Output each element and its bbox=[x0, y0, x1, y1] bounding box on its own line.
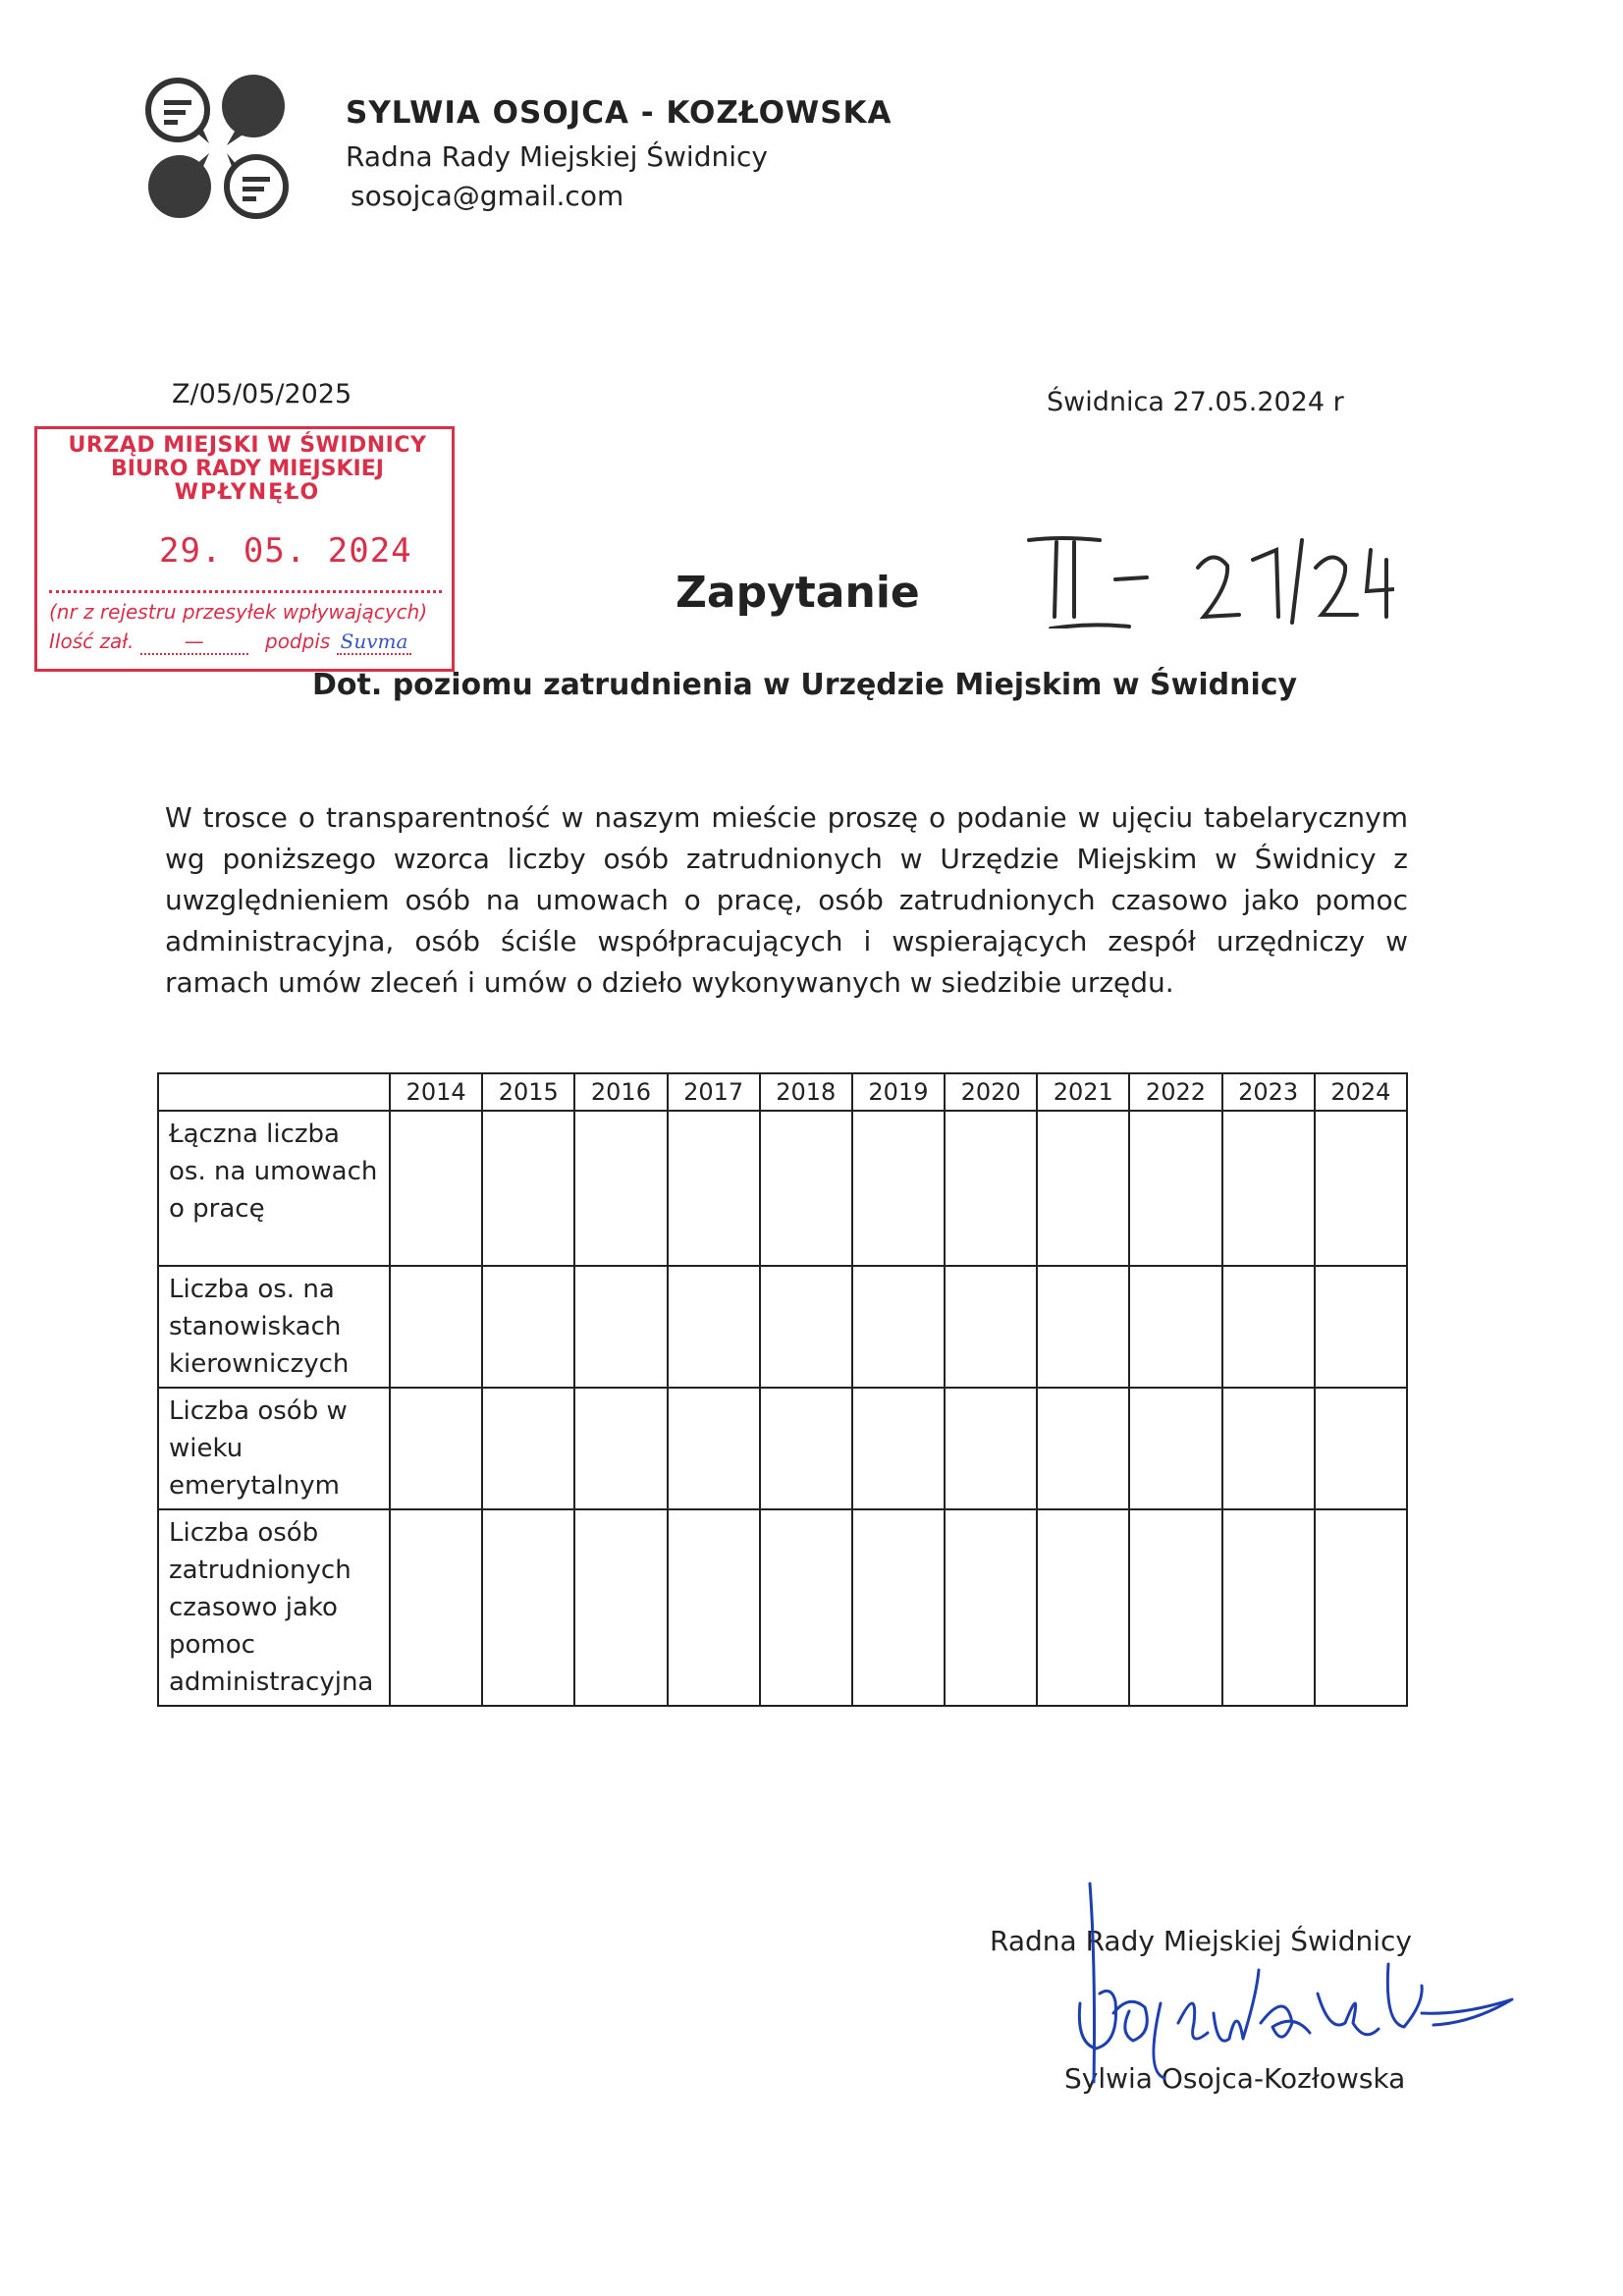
place-date: Świdnica 27.05.2024 r bbox=[1047, 387, 1344, 417]
table-cell bbox=[760, 1266, 852, 1388]
table-cell bbox=[760, 1388, 852, 1509]
table-cell bbox=[1129, 1266, 1221, 1388]
table-cell bbox=[574, 1266, 667, 1388]
signature-role: Radna Rady Miejskiej Świdnicy bbox=[990, 1925, 1412, 1957]
author-email: sosojca@gmail.com bbox=[351, 180, 624, 212]
stamp-register-note: (nr z rejestru przesyłek wpływających) bbox=[49, 600, 428, 624]
author-role: Radna Rady Miejskiej Świdnicy bbox=[346, 140, 768, 173]
request-paragraph: W trosce o transparentność w naszym mieście proszę o podanie w ujęciu tabelarycznym wg poniższego wzorca liczby osób zatrudnionych w Urzędzie Miejskim w Świdnicy z uwzględnieniem osób na umowach o pracę, osób zatrudnionych czasowo jako pomoc administracyjna, osób ściśle współpracujących i wspierających zespół urzędniczy w ramach umów zleceń i umów o dzieło wykonywanych w siedzibie urzędu. bbox=[165, 801, 1408, 999]
year-header: 2020 bbox=[945, 1073, 1037, 1111]
table-cell bbox=[1129, 1509, 1221, 1706]
table-cell bbox=[852, 1388, 945, 1509]
signature-name: Sylwia Osojca-Kozłowska bbox=[1064, 2062, 1406, 2095]
table-cell bbox=[760, 1509, 852, 1706]
table-cell bbox=[760, 1111, 852, 1266]
stamp-attachments bbox=[49, 629, 248, 655]
table-cell bbox=[390, 1388, 482, 1509]
stamp-attachments-label: Ilość zał. bbox=[49, 629, 135, 653]
table-cell bbox=[1222, 1111, 1315, 1266]
year-header: 2019 bbox=[852, 1073, 945, 1111]
table-corner-cell bbox=[158, 1073, 390, 1111]
year-header: 2023 bbox=[1222, 1073, 1315, 1111]
table-cell bbox=[945, 1266, 1037, 1388]
table-cell bbox=[482, 1388, 574, 1509]
year-header: 2014 bbox=[390, 1073, 482, 1111]
stamp-signature-initials: Suvma bbox=[337, 629, 412, 655]
table-cell bbox=[668, 1111, 760, 1266]
table-cell bbox=[1315, 1111, 1407, 1266]
employment-table bbox=[157, 1072, 1408, 1707]
row-label: Liczba os. na stanowiskach kierowniczych bbox=[158, 1266, 390, 1388]
document-title: Zapytanie bbox=[676, 568, 920, 618]
row-label: Łączna liczba os. na umowach o pracę bbox=[158, 1111, 390, 1266]
table-cell bbox=[945, 1388, 1037, 1509]
speech-bubble-filled-icon bbox=[222, 75, 285, 145]
table-cell bbox=[1129, 1388, 1221, 1509]
row-label: Liczba osób zatrudnionych czasowo jako pomoc administracyjna bbox=[158, 1509, 390, 1706]
year-header: 2018 bbox=[760, 1073, 852, 1111]
table-cell bbox=[1315, 1388, 1407, 1509]
table-cell bbox=[852, 1509, 945, 1706]
year-header: 2016 bbox=[574, 1073, 667, 1111]
table-cell bbox=[482, 1111, 574, 1266]
table-cell bbox=[668, 1388, 760, 1509]
table-cell bbox=[390, 1111, 482, 1266]
year-header: 2015 bbox=[482, 1073, 574, 1111]
table-cell bbox=[1129, 1111, 1221, 1266]
table-cell bbox=[574, 1111, 667, 1266]
stamp-attachments-value: — bbox=[140, 629, 248, 655]
speech-bubbles-logo bbox=[140, 71, 298, 228]
table-cell bbox=[1315, 1266, 1407, 1388]
year-header: 2024 bbox=[1315, 1073, 1407, 1111]
row-label: Liczba osób w wieku emerytalnym bbox=[158, 1388, 390, 1509]
table-cell bbox=[482, 1266, 574, 1388]
year-header: 2022 bbox=[1129, 1073, 1221, 1111]
stamp-dotted-line bbox=[49, 590, 442, 593]
table-cell bbox=[390, 1266, 482, 1388]
year-header: 2017 bbox=[668, 1073, 760, 1111]
stamp-date: 29. 05. 2024 bbox=[159, 531, 412, 571]
table-header-row bbox=[158, 1073, 1407, 1111]
stamp-department: BIURO RADY MIEJSKIEJ bbox=[111, 457, 384, 481]
author-name: SYLWIA OSOJCA - KOZŁOWSKA bbox=[346, 95, 893, 131]
table-cell bbox=[1222, 1266, 1315, 1388]
handwritten-signature bbox=[1051, 1876, 1542, 2092]
table-cell bbox=[945, 1111, 1037, 1266]
speech-bubble-filled-icon bbox=[148, 153, 211, 218]
speech-bubble-outline-icon bbox=[227, 153, 286, 216]
table-row bbox=[158, 1111, 1407, 1266]
table-cell bbox=[574, 1388, 667, 1509]
table-cell bbox=[852, 1266, 945, 1388]
reference-number: Z/05/05/2025 bbox=[172, 379, 352, 410]
table-cell bbox=[1222, 1388, 1315, 1509]
table-cell bbox=[668, 1266, 760, 1388]
table-cell bbox=[1222, 1509, 1315, 1706]
stamp-signature-label: podpis bbox=[265, 629, 331, 653]
incoming-stamp bbox=[34, 426, 455, 672]
table-cell bbox=[574, 1509, 667, 1706]
table-cell bbox=[1037, 1509, 1129, 1706]
table-cell bbox=[1037, 1111, 1129, 1266]
stamp-signature bbox=[265, 629, 411, 653]
table-cell bbox=[945, 1509, 1037, 1706]
table-row bbox=[158, 1266, 1407, 1388]
table-cell bbox=[852, 1111, 945, 1266]
year-header: 2021 bbox=[1037, 1073, 1129, 1111]
table-cell bbox=[482, 1509, 574, 1706]
table-cell bbox=[390, 1509, 482, 1706]
table-cell bbox=[1037, 1266, 1129, 1388]
table-cell bbox=[1315, 1509, 1407, 1706]
stamp-office: URZĄD MIEJSKI W ŚWIDNICY bbox=[68, 433, 427, 458]
stamp-received: WPŁYNĘŁO bbox=[174, 480, 321, 505]
speech-bubble-outline-icon bbox=[148, 81, 209, 143]
table-cell bbox=[668, 1509, 760, 1706]
table-cell bbox=[1037, 1388, 1129, 1509]
subject-line: Dot. poziomu zatrudnienia w Urzędzie Miejskim w Świdnicy bbox=[312, 668, 1298, 702]
handwritten-reference bbox=[1021, 520, 1394, 629]
table-row bbox=[158, 1388, 1407, 1509]
table-row bbox=[158, 1509, 1407, 1706]
